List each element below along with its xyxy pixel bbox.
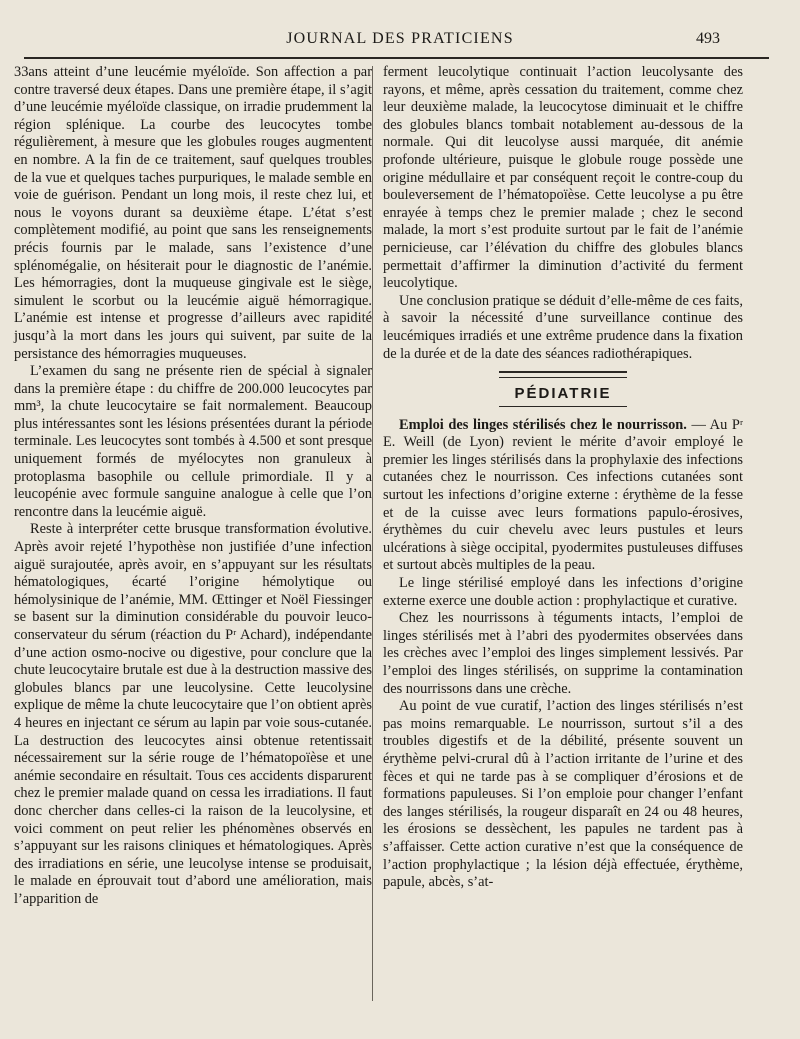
article-title: Emploi des linges stérilisés chez le nourrisson. [399, 416, 687, 433]
column-divider [372, 66, 373, 1001]
paragraph: Une conclusion pratique se déduit d’elle-même de ces faits, à savoir la nécessité d’une surveillance continue des leucémiques irradiés et une extrême prudence dans la fixation de la durée et de la date des séances radiothérapiques. [383, 292, 743, 362]
paragraph: Le linge stérilisé employé dans les infections d’origine externe exerce une double action : prophylactique et curative. [383, 575, 743, 609]
journal-title: JOURNAL DES PRATICIENS [286, 30, 514, 47]
header-rule [24, 57, 769, 59]
page-number: 493 [696, 30, 720, 47]
section-heading: PÉDIATRIE [514, 385, 612, 403]
paragraph: Chez les nourrissons à téguments intacts, l’emploi de linges stérilisés met à l’abri des pyodermites observées dans les crèches avec l’emploi des linges simplement lessivés. Par l’emploi des linges stérilisés, on supprime la contamination des nourrissons dans une crèche. [383, 610, 743, 697]
running-header [0, 26, 800, 56]
paragraph: L’examen du sang ne présente rien de spécial à signaler dans la première étape : du chiffre de 200.000 leucocytes par mm³, la chute leucocytaire se fait normalement. Beaucoup plus intéressantes sont les lésions présentées durant la période terminale. Les leucocytes sont tombés à 4.500 et sont presque uniquement formés de myélocytes non granuleux à protoplasma basophile ou cellule primordiale. Il y a leucopénie avec formule sanguine analogue à celle que l’on rencontre dans la leucémie aiguë. [14, 363, 372, 520]
article-paragraph [383, 417, 743, 575]
section-rule-top [499, 371, 627, 378]
article-lead: — Au Pʳ E. Weill (de Lyon) revient le mérite d’avoir employé le premier les linges stérilisés dans la prophylaxie des infections cutanées chez le nourrisson. Ces infections cutanées sont surtout les infections d’origine externe : érythème de la fesse et de la cuisse avec leurs formations papulo-érosives, érythèmes du cuir chevelu avec leurs pustules et leurs ulcérations à siège occipital, pyodermites pustuleuses diffuses et surtout abcès multiples de la peau. [383, 416, 744, 574]
section-rule-bottom [499, 406, 627, 407]
paragraph: Au point de vue curatif, l’action des linges stérilisés n’est pas moins remarquable. Le nourrisson, surtout s’il a des troubles digestifs et de la débilité, présente souvent un érythème pelvi-crural dû à l’action irritante de l’urine et des fèces et qui ne tarde pas à se compliquer d’érosions et de formations papuleuses. Si l’on emploie pour changer l’enfant des langes stérilisés, la rougeur disparaît en 24 ou 48 heures, les érosions se dessèchent, les papules ne tardent pas à s’affaisser. Cette action curative n’est que la conséquence de l’action prophylactique ; la lésion déjà effectuée, érythème, papule, abcès, s’at- [383, 698, 743, 891]
left-column [14, 64, 372, 909]
paragraph: ferment leucolytique continuait l’action leucolysante des rayons, et même, après cessation du traitement, comme chez leur deuxième malade, la leucocytose diminuait et le chiffre des globules blancs tombait notablement au-dessous de la normale. Qui dit leucolyse aussi marquée, dit anémie profonde ultérieure, puisque le globule rouge possède une origine médullaire et par conséquent reçoit le contre-coup du bouleversement de l’hématopoïèse. Cette leucolyse a pu être enrayée à temps chez le premier malade ; chez le second malade, la mort s’est produite surtout par le fait de l’anémie pernicieuse, car l’élévation du chiffre des globules blancs permettait d’affirmer la diminution d’activité du ferment leucolytique. [383, 64, 743, 292]
paragraph: Reste à interpréter cette brusque transformation évolutive. Après avoir rejeté l’hypothèse non justifiée d’une infection aiguë surajoutée, après avoir, en s’appuyant sur les résultats hématologiques, écarté l’origine hémolytique ou hémolysinique de l’anémie, MM. Œttinger et Noël Fiessinger se basent sur la diminution considérable du pouvoir leuco-conservateur du sérum (réaction du Pʳ Achard), indépendante d’une action osmo-nocive ou digestive, pour conclure que la chute leucocytaire brutale est due à la destruction massive des globules blancs par une leucolysine. Cette leucolysine explique de même la chute leucocytaire que l’on obtient après 4 heures en injectant ce sérum au lapin par voie sous-cutanée. La destruction des leucocytes ainsi obtenue retentissait nécessairement sur la série rouge de l’hématopoïèse et une anémie secondaire en résultait. Tous ces accidents disparurent chez le premier malade quand on cessa les irradiations. Il faut donc chercher dans celles-ci la raison de la leucolysine, et voici comment on peut relier les phénomènes observés en s’appuyant sur les raisons cliniques et hématologiques. Après des irradiations en série, une leucolyse intense se produisait, le malade en éprouvait tout d’abord une amélioration, mais l’apparition de [14, 521, 372, 907]
paragraph: 33ans atteint d’une leucémie myéloïde. Son affection a par contre traversé deux étapes. Dans une première étape, il s’agit d’une leucémie myéloïde classique, on irradie prudemment la région splénique. La courbe des leucocytes tombe régulièrement, à mesure que les globules rouges augmentent en nombre. A la fin de ce traitement, sauf quelques troubles de la vue et quelques taches purpuriques, le malade semble en voie de guérison. Pendant un long mois, il reste chez lui, et nous le voyons durant sa deuxième étape. L’état s’est complètement modifié, au point que sans les renseignements précis fournis par le malade, sans l’existence d’une splénomégalie, on hésiterait pour le diagnostic de l’anémie. Les hémorragies, dont la muqueuse gingivale est le siège, simulent le scorbut ou la leucémie aiguë hémorragique. L’anémie est intense et progresse d’ailleurs avec rapidité jusqu’à la mort dans les jours qui suivent, par suite de la persistance des hémorragies muqueuses. [14, 64, 372, 362]
right-column [383, 64, 743, 892]
